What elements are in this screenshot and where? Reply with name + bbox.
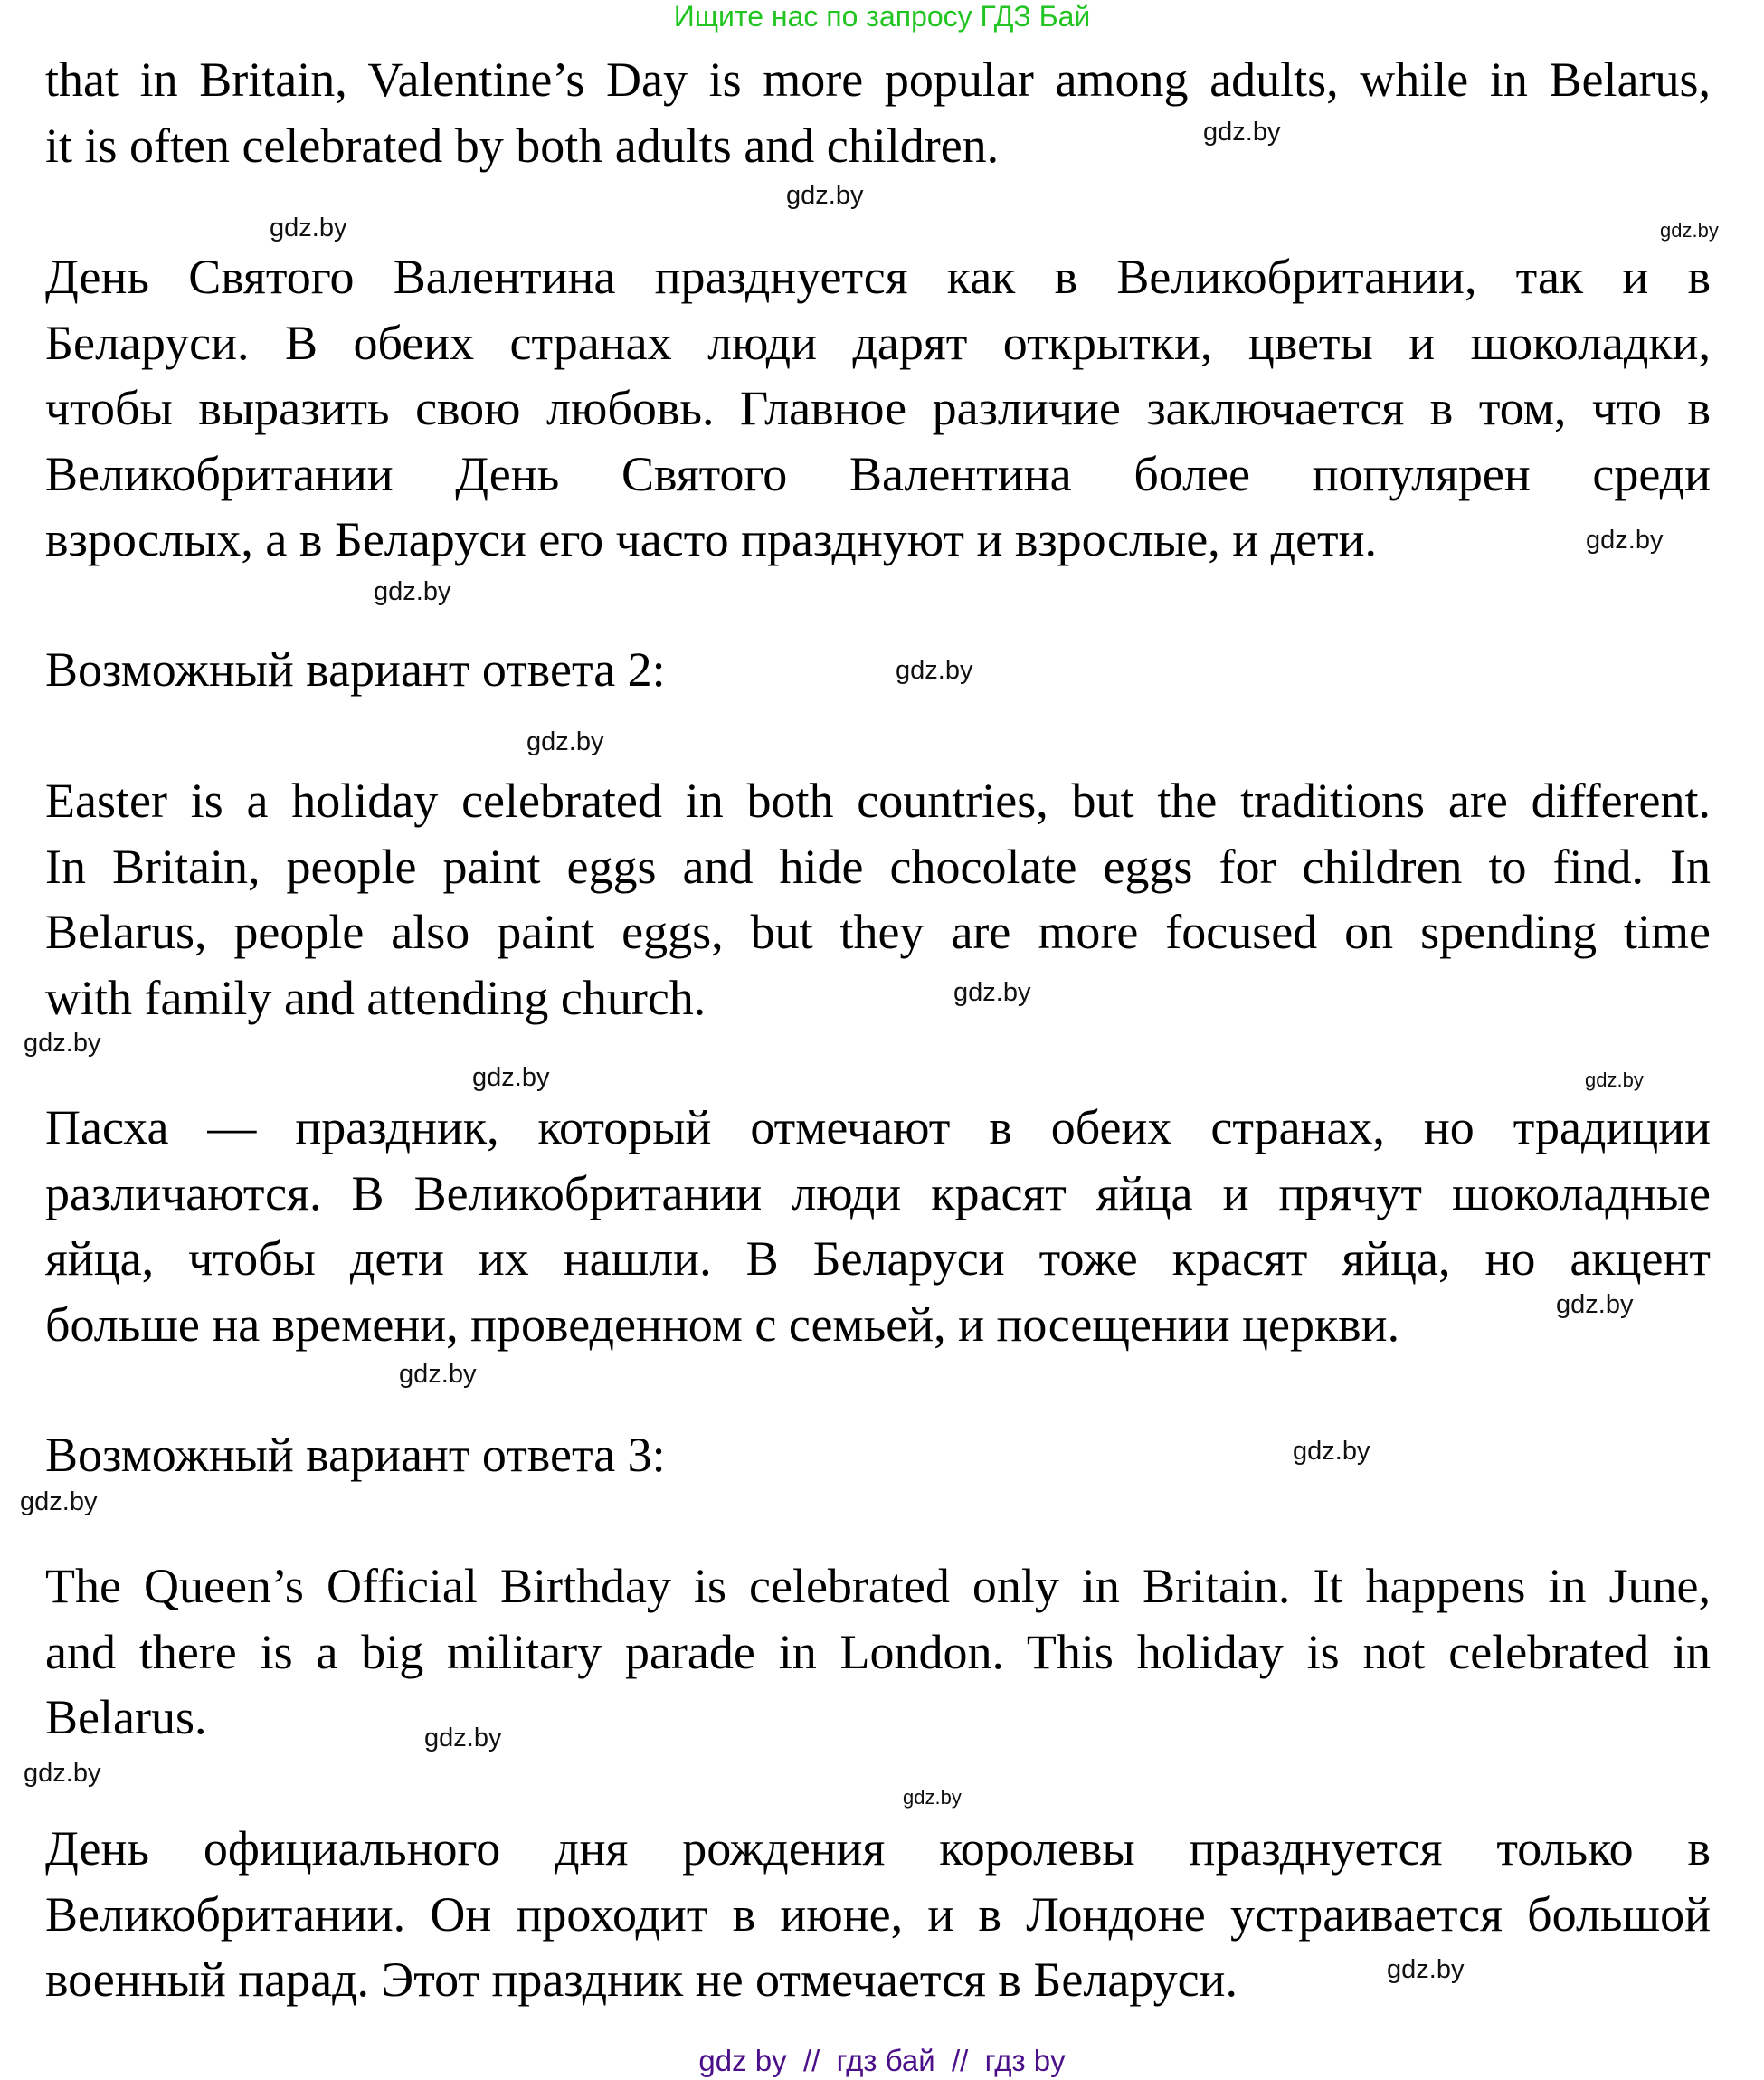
watermark: gdz.by: [374, 577, 451, 606]
watermark: gdz.by: [1556, 1290, 1634, 1319]
text-line: День официального дня рождения королевы празднуется только в: [45, 1821, 1711, 1876]
watermark: gdz.by: [24, 1759, 101, 1788]
variant-heading-3: [45, 1422, 1711, 1488]
text-line: военный парад. Этот праздник не отмечается в Беларуси.: [45, 1952, 1238, 2007]
text-line: it is often celebrated by both adults and children.: [45, 118, 1000, 173]
search-hint-banner: Ищите нас по запросу ГДЗ Бай: [673, 0, 1091, 33]
watermark: gdz.by: [1293, 1437, 1370, 1466]
text-line: Возможный вариант ответа 2:: [45, 642, 666, 697]
text-line: Возможный вариант ответа 3:: [45, 1428, 666, 1482]
text-line: Беларуси. В обеих странах люди дарят открытки, цветы и шоколадки,: [45, 315, 1711, 370]
answer-text-en-1: [45, 47, 1711, 178]
watermark: gdz.by: [1660, 219, 1719, 242]
text-line: Belarus.: [45, 1690, 207, 1744]
watermark: gdz.by: [1203, 118, 1281, 147]
variant-heading-2: [45, 637, 1711, 703]
text-line: День Святого Валентина празднуется как в Великобритании, так и в: [45, 250, 1711, 304]
footer-site-names: gdz by // гдз бай // гдз by: [698, 2044, 1066, 2077]
text-line: взрослых, а в Беларуси его часто празднуют и взрослые, и дети.: [45, 512, 1378, 566]
watermark: gdz.by: [24, 1029, 101, 1058]
watermark: gdz.by: [1387, 1955, 1465, 1984]
answer-text-en-2: [45, 768, 1711, 1031]
text-line: that in Britain, Valentine’s Day is more popular among adults, while in Belarus,: [45, 52, 1711, 107]
text-line: Великобритании. Он проходит в июне, и в Лондоне устраивается большой: [45, 1886, 1711, 1942]
watermark: gdz.by: [472, 1063, 550, 1092]
watermark: gdz.by: [399, 1360, 477, 1389]
text-line: In Britain, people paint eggs and hide chocolate eggs for children to find. In: [45, 839, 1711, 894]
watermark: gdz.by: [20, 1487, 98, 1516]
text-line: and there is a big military parade in London. This holiday is not celebrated in: [45, 1624, 1711, 1679]
watermark: gdz.by: [903, 1786, 962, 1809]
watermark: gdz.by: [896, 656, 973, 685]
text-line: with family and attending church.: [45, 970, 707, 1025]
text-line: Easter is a holiday celebrated in both countries, but the traditions are different.: [45, 774, 1711, 828]
text-line: Belarus, people also paint eggs, but they are more focused on spending time: [45, 905, 1711, 959]
watermark: gdz.by: [1585, 1068, 1644, 1091]
text-line: Пасха — праздник, который отмечают в обеих странах, но традиции: [45, 1100, 1711, 1154]
answer-text-ru-2: [45, 1095, 1711, 1357]
watermark: gdz.by: [953, 978, 1031, 1007]
text-line: яйца, чтобы дети их нашли. В Беларуси тоже красят яйца, но акцент: [45, 1231, 1711, 1286]
watermark: gdz.by: [424, 1724, 502, 1752]
answer-text-ru-1: [45, 244, 1711, 573]
text-line: чтобы выразить свою любовь. Главное различие заключается в том, что в: [45, 381, 1711, 435]
watermark: gdz.by: [526, 727, 604, 756]
watermark: gdz.by: [270, 214, 347, 242]
text-line: Великобритании День Святого Валентина более популярен среди: [45, 446, 1711, 501]
watermark: gdz.by: [786, 181, 864, 210]
answer-text-en-3: [45, 1553, 1711, 1751]
text-line: различаются. В Великобритании люди красят яйца и прячут шоколадные: [45, 1165, 1711, 1220]
text-line: больше на времени, проведенном с семьей, и посещении церкви.: [45, 1296, 1400, 1352]
watermark: gdz.by: [1586, 526, 1664, 555]
text-line: The Queen’s Official Birthday is celebrated only in Britain. It happens in June,: [45, 1559, 1711, 1613]
